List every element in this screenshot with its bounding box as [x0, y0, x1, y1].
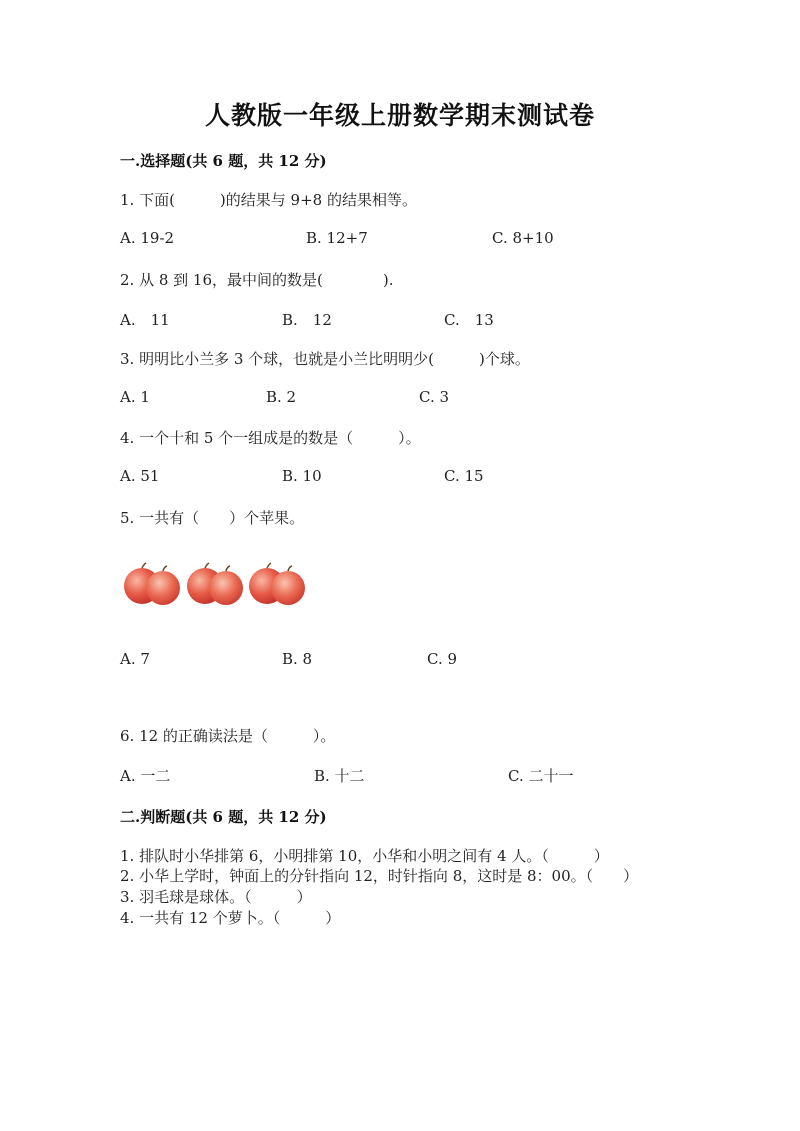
- q2-option-c: C. 13: [444, 311, 494, 329]
- apple-group-2: [187, 563, 243, 605]
- q4-option-b: B. 10: [282, 467, 322, 485]
- judgement-4: 4. 一共有 12 个萝卜。（ ）: [120, 909, 341, 927]
- q1-option-b: B. 12+7: [306, 229, 368, 247]
- q3-option-c: C. 3: [419, 388, 450, 406]
- question-2: 2. 从 8 到 16，最中间的数是( ).: [120, 271, 394, 289]
- question-4: 4. 一个十和 5 个一组成是的数是（ ）。: [120, 429, 421, 447]
- q1-option-c: C. 8+10: [492, 229, 554, 247]
- q5-option-a: A. 7: [120, 650, 150, 668]
- q1-option-a: A. 19-2: [120, 229, 175, 247]
- q4-option-c: C. 15: [444, 467, 484, 485]
- question-5: 5. 一共有（ ）个苹果。: [120, 509, 305, 527]
- question-1: 1. 下面( )的结果与 9+8 的结果相等。: [120, 191, 417, 209]
- q3-option-a: A. 1: [120, 388, 150, 406]
- q6-option-a: A. 一二: [120, 767, 171, 785]
- q4-option-a: A. 51: [120, 467, 160, 485]
- judgement-3: 3. 羽毛球是球体。（ ）: [120, 888, 312, 906]
- apple-icon: [122, 558, 308, 610]
- q3-option-b: B. 2: [266, 388, 297, 406]
- apple-group-1: [124, 563, 180, 605]
- q6-option-c: C. 二十一: [508, 767, 574, 785]
- q5-option-b: B. 8: [282, 650, 313, 668]
- judgement-1: 1. 排队时小华排第 6，小明排第 10，小华和小明之间有 4 人。（ ）: [120, 847, 609, 865]
- q5-option-c: C. 9: [427, 650, 458, 668]
- question-3: 3. 明明比小兰多 3 个球，也就是小兰比明明少( )个球。: [120, 350, 530, 368]
- q6-option-b: B. 十二: [314, 767, 365, 785]
- section-heading-choice: 一.选择题(共 6 题，共 12 分): [120, 152, 327, 170]
- judgement-2: 2. 小华上学时，钟面上的分针指向 12，时针指向 8，这时是 8：00。（ ）: [120, 867, 639, 885]
- page-title: 人教版一年级上册数学期末测试卷: [204, 101, 595, 130]
- q2-option-a: A. 11: [120, 311, 170, 329]
- apple-group-3: [249, 563, 305, 605]
- section-heading-judgement: 二.判断题(共 6 题，共 12 分): [120, 808, 327, 826]
- q2-option-b: B. 12: [282, 311, 332, 329]
- question-6: 6. 12 的正确读法是（ ）。: [120, 727, 336, 745]
